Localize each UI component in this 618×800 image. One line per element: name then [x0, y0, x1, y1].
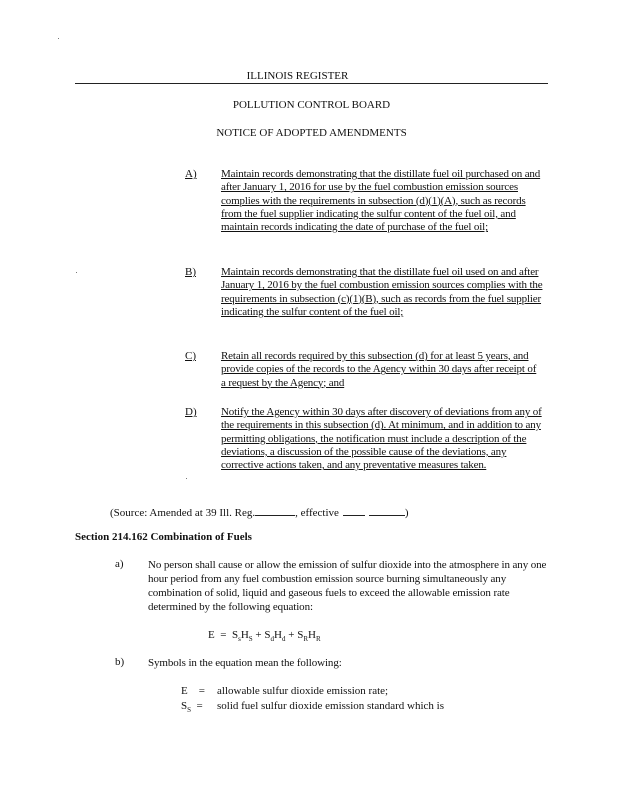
subparagraph-text: Retain all records required by this subsection (d) for at least 5 years, and provide copies of the records to the Agency within 30 days after receipt of a request by the Agency; and — [221, 350, 537, 389]
date-blank-2 — [369, 505, 405, 516]
notice-title: NOTICE OF ADOPTED AMENDMENTS — [216, 127, 407, 139]
subparagraph-text: Maintain records demonstrating that the distillate fuel oil used on and after January 1, 2016 by the fuel combustion emission sources complies with the requirements in subsection (c)(1)(B), such as records from the fuel supplier indicating the sulfur content of the fuel oil; — [221, 266, 543, 318]
section-heading: Section 214.162 Combination of Fuels — [75, 531, 252, 543]
symbol-text: allowable sulfur dioxide emission rate; — [217, 685, 389, 697]
board-title: POLLUTION CONTROL BOARD — [232, 99, 391, 111]
subparagraph-label: D) — [185, 406, 197, 418]
volume-blank — [255, 505, 295, 516]
source-prefix: (Source: Amended at 39 Ill. Reg. — [110, 507, 256, 519]
scan-speck — [76, 272, 77, 273]
subparagraph-text: Notify the Agency within 30 days after discovery of deviations from any of the requirements in this subsection (d). At minimum, and in addition to any permitting obligations, the notification must include a description of the deviations, a discussion of the possible cause of the deviations, any corrective actions taken, and any preventative measures taken. — [221, 406, 542, 472]
subparagraph-label: B) — [185, 266, 196, 278]
header-rule-left — [75, 83, 230, 84]
source-note — [110, 505, 550, 519]
scan-speck — [186, 478, 187, 479]
symbol-text: solid fuel sulfur dioxide emission standard which is — [217, 700, 444, 712]
header-rule-right — [352, 83, 548, 84]
source-suffix: ) — [404, 507, 409, 519]
subparagraph-label: A) — [185, 168, 197, 180]
subparagraph-text: Maintain records demonstrating that the distillate fuel oil purchased on and after January 1, 2016 for use by the fuel combustion emission sources complies with the requirements in subsection (d)(1)(A), such as records from the fuel supplier indicating the sulfur content of the fuel oil, and maintain records indicating the date of purchase of the fuel oil; — [221, 168, 541, 234]
symbol-term: E = — [181, 685, 205, 697]
paragraph-label: b) — [115, 656, 125, 668]
paragraph-text: No person shall cause or allow the emission of sulfur dioxide into the atmosphere in any one hour period from any fuel combustion emission source burning simultaneously any combination of solid, liquid and gaseous fuels to exceed the allowable emission rate determined by the following equation: — [148, 559, 547, 613]
source-effective: , effective — [295, 507, 339, 519]
paragraph-label: a) — [115, 558, 124, 570]
scan-speck — [58, 38, 59, 39]
paragraph-text: Symbols in the equation mean the following: — [148, 657, 342, 669]
subparagraph-label: C) — [185, 350, 196, 362]
symbol-term: $S_S$ = — [181, 700, 203, 715]
register-title: ILLINOIS REGISTER — [230, 70, 365, 84]
emission-equation: $E = S_sH_S + S_dH_d + S_RH_R$ — [208, 629, 321, 644]
date-blank-1 — [343, 505, 365, 516]
